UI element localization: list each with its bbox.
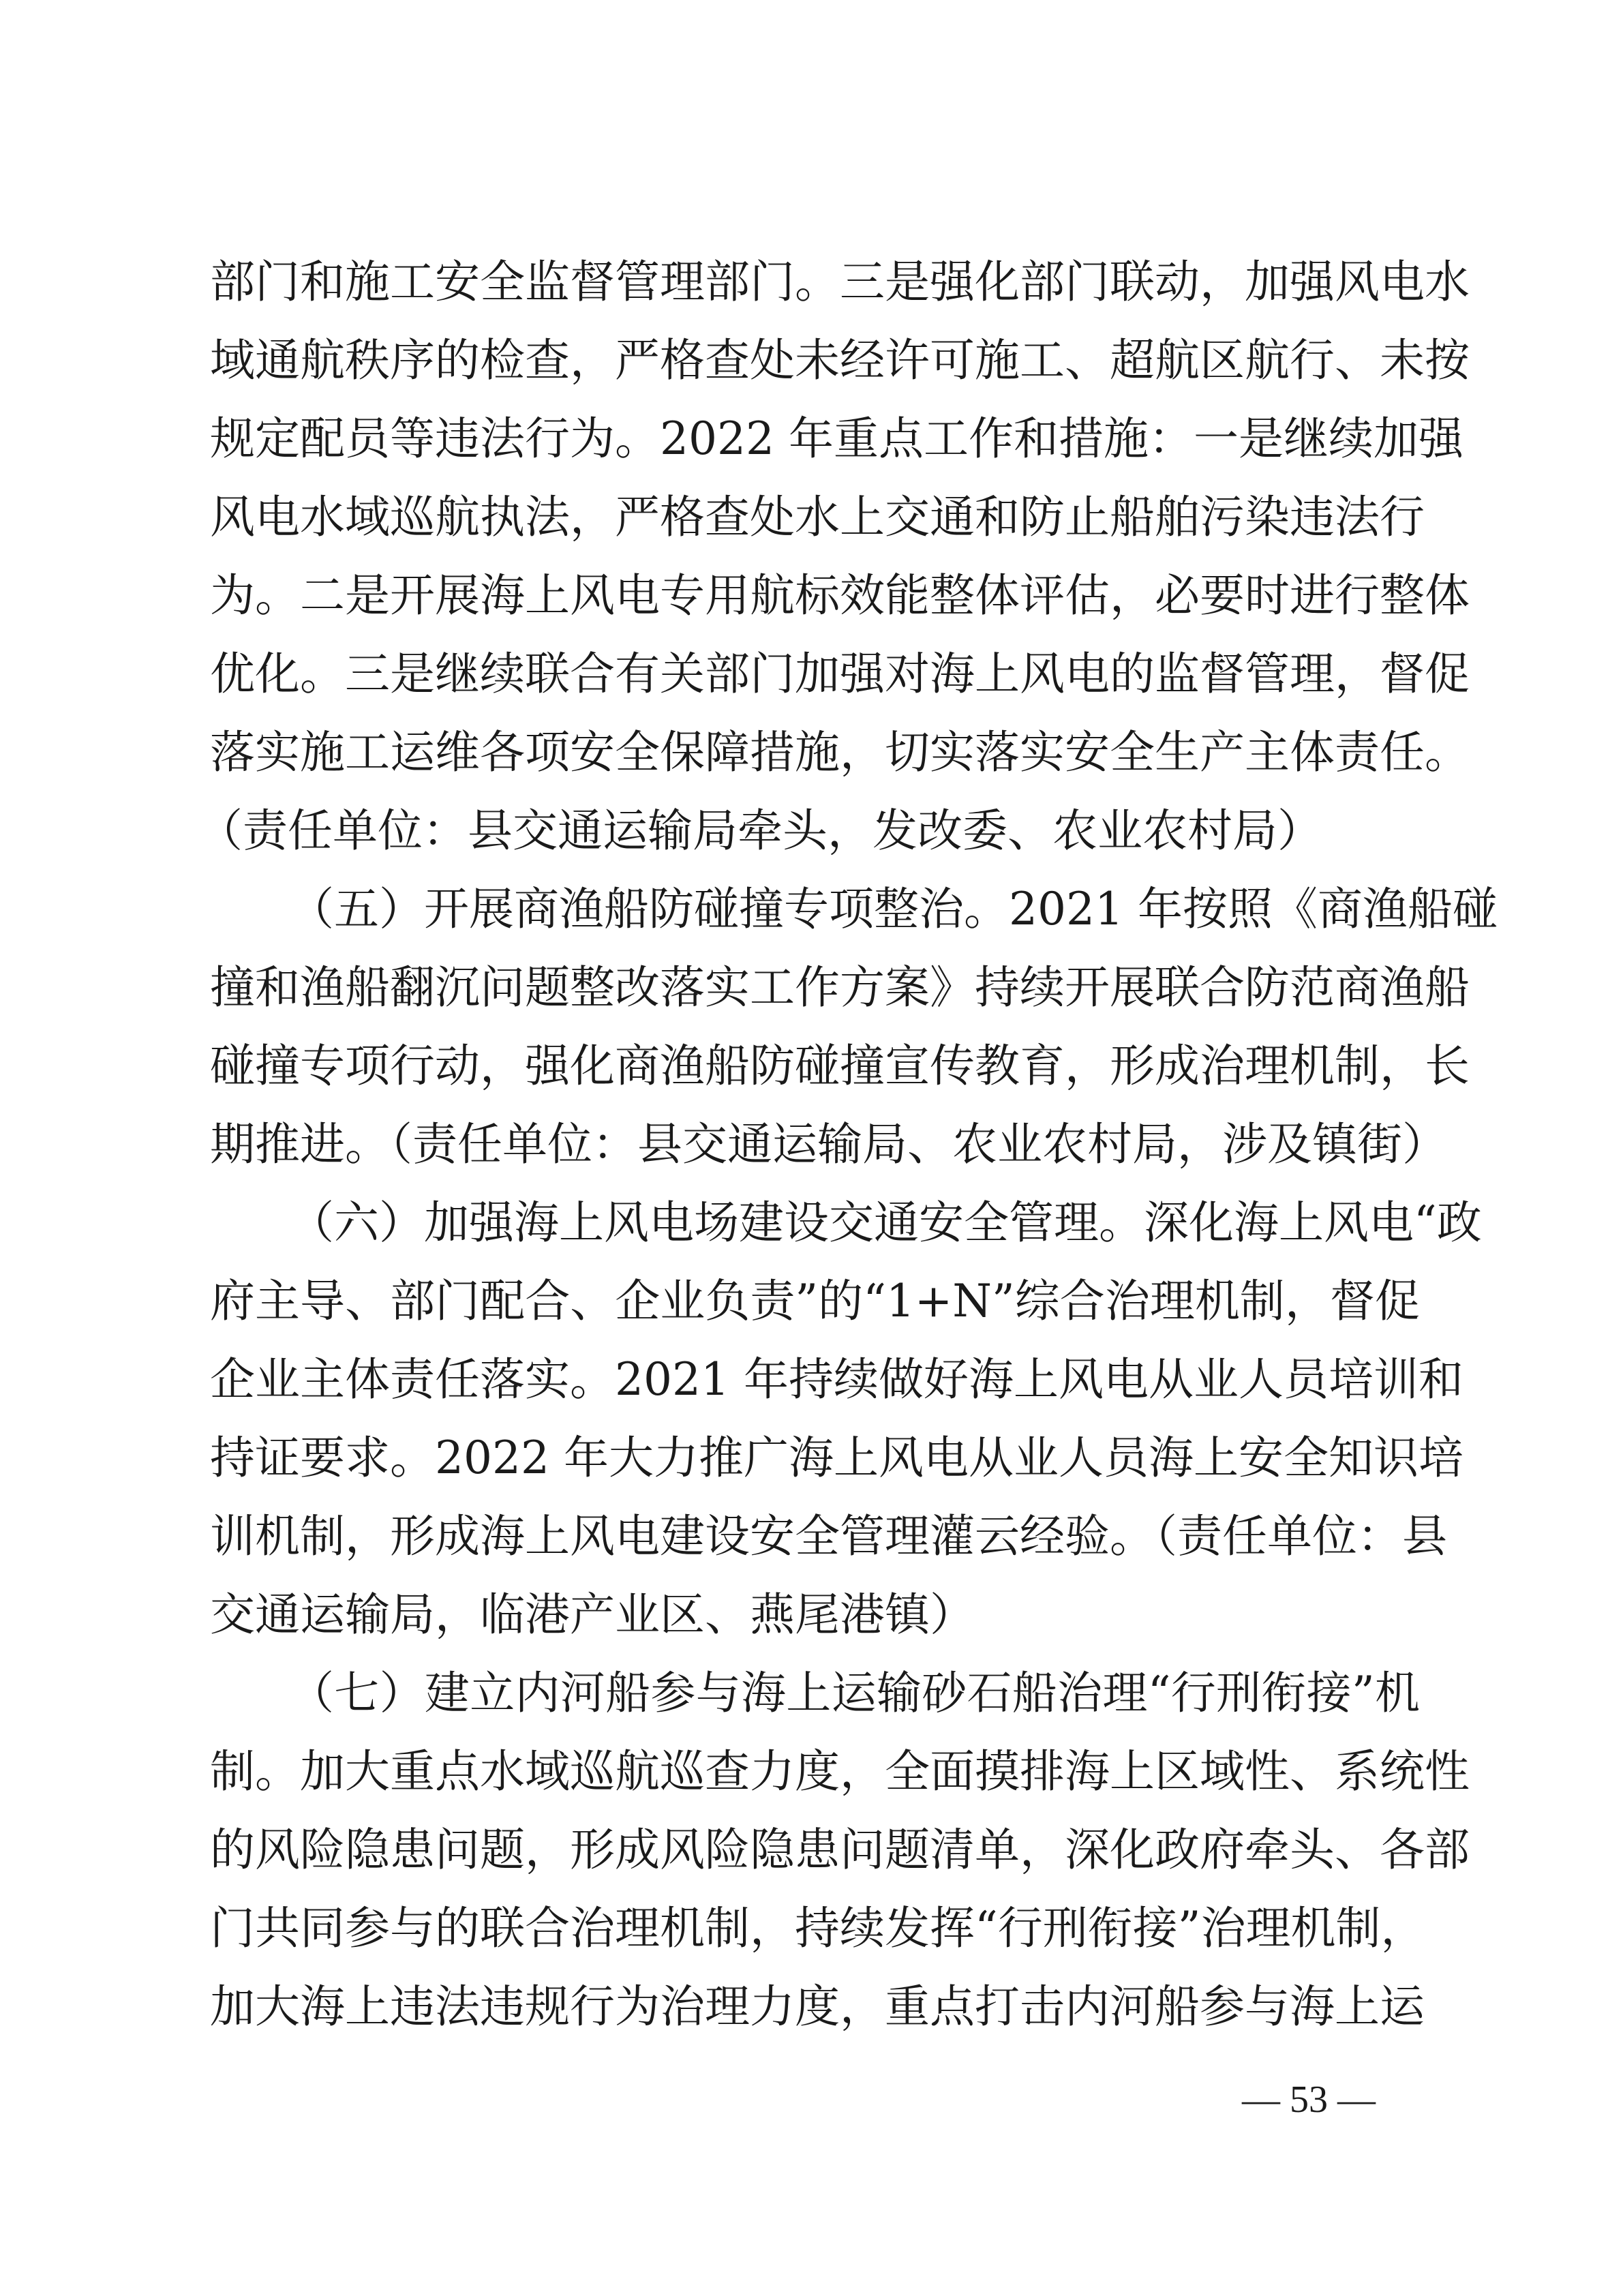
text-line-15: 企业主体责任落实。2021 年持续做好海上风电从业人员培训和 [210, 1353, 1463, 1406]
text-line-21: 的风险隐患问题，形成风险隐患问题清单，深化政府牵头、各部 [210, 1824, 1470, 1876]
text-line-5: 为。二是开展海上风电专用航标效能整体评估，必要时进行整体 [210, 569, 1470, 622]
text-line-4: 风电水域巡航执法，严格查处水上交通和防止船舶污染违法行 [210, 491, 1425, 543]
text-line-2: 域通航秩序的检查，严格查处未经许可施工、超航区航行、未按 [210, 334, 1470, 387]
page-number: — 53 — [1242, 2079, 1376, 2121]
text-line-7: 落实施工运维各项安全保障措施，切实落实安全生产主体责任。 [210, 726, 1470, 779]
text-line-1: 部门和施工安全监督管理部门。三是强化部门联动，加强风电水 [210, 256, 1470, 308]
text-line-13: （六）加强海上风电场建设交通安全管理。深化海上风电“政 [289, 1196, 1482, 1249]
text-line-14: 府主导、部门配合、企业负责”的“1+N”综合治理机制，督促 [210, 1275, 1420, 1327]
text-line-10: 撞和渔船翻沉问题整改落实工作方案》持续开展联合防范商渔船 [210, 961, 1470, 1014]
text-line-22: 门共同参与的联合治理机制，持续发挥“行刑衔接”治理机制， [210, 1902, 1426, 1954]
text-line-19: （七）建立内河船参与海上运输砂石船治理“行刑衔接”机 [289, 1667, 1420, 1719]
text-line-8: （责任单位：县交通运输局牵头，发改委、农业农村局） [198, 804, 1322, 857]
text-line-3: 规定配员等违法行为。2022 年重点工作和措施：一是继续加强 [210, 412, 1463, 465]
text-line-11: 碰撞专项行动，强化商渔船防碰撞宣传教育，形成治理机制，长 [210, 1040, 1470, 1092]
text-line-23: 加大海上违法违规行为治理力度，重点打击内河船参与海上运 [210, 1980, 1425, 2033]
text-line-6: 优化。三是继续联合有关部门加强对海上风电的监督管理，督促 [210, 648, 1470, 700]
text-line-20: 制。加大重点水域巡航巡查力度，全面摸排海上区域性、系统性 [210, 1745, 1470, 1798]
text-line-12: 期推进。（责任单位：县交通运输局、农业农村局，涉及镇街） [210, 1118, 1447, 1170]
text-line-18: 交通运输局，临港产业区、燕尾港镇） [210, 1588, 975, 1641]
text-line-17: 训机制，形成海上风电建设安全管理灌云经验。（责任单位：县 [210, 1510, 1447, 1562]
text-line-16: 持证要求。2022 年大力推广海上风电从业人员海上安全知识培 [210, 1432, 1463, 1484]
text-line-9: （五）开展商渔船防碰撞专项整治。2021 年按照《商渔船碰 [289, 883, 1498, 935]
